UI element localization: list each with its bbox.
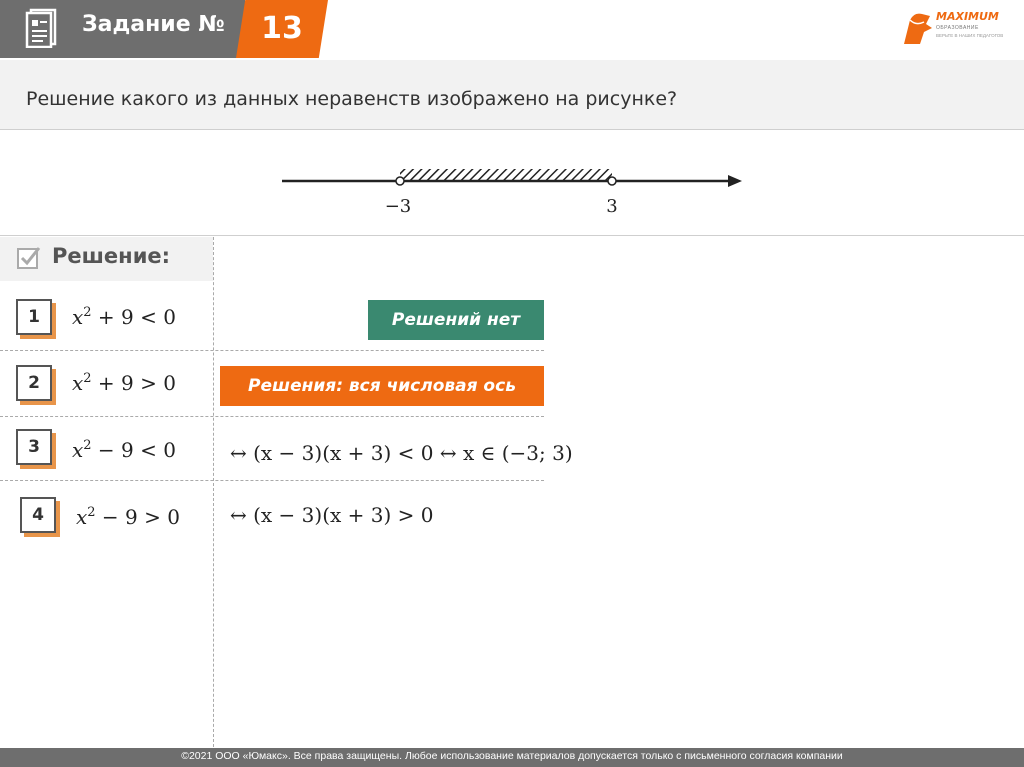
logo-brand: MAXIMUM	[936, 10, 999, 23]
number-line	[270, 150, 760, 230]
logo-tagline: ВЕРЬТЕ В НАШИХ ПЕДАГОГОВ	[936, 33, 1004, 38]
answer-no-solutions: Решений нет	[368, 300, 544, 340]
option-inequality-2: $x^2 + 9 > 0$	[72, 371, 176, 395]
document-icon	[25, 8, 59, 48]
option-number-1[interactable]: 1	[16, 299, 52, 335]
option-number-4[interactable]: 4	[20, 497, 56, 533]
header-title: Задание №	[82, 12, 225, 37]
section-divider	[0, 235, 1024, 236]
option-inequality-1: $x^2 + 9 < 0$	[72, 305, 176, 329]
option-inequality-3: $x^2 - 9 < 0$	[72, 438, 176, 462]
answer-all-real-line: Решения: вся числовая ось	[220, 366, 544, 406]
question-text: Решение какого из данных неравенств изображено на рисунке?	[26, 88, 678, 110]
row-separator	[0, 350, 544, 351]
task-number: 13	[261, 11, 303, 46]
logo-subtitle: ОБРАЗОВАНИЕ	[936, 25, 979, 31]
label-right-point: 3	[606, 196, 618, 217]
row-separator	[0, 416, 544, 417]
hatched-interval	[400, 169, 612, 181]
option-inequality-4: $x^2 - 9 > 0$	[76, 505, 180, 529]
label-left-point: −3	[384, 196, 412, 217]
answer-equivalence-4: ↔ (x − 3)(x + 3) > 0	[230, 503, 434, 527]
column-separator	[213, 237, 214, 747]
axis-arrow-icon	[728, 175, 742, 187]
option-number-2[interactable]: 2	[16, 365, 52, 401]
option-number-3[interactable]: 3	[16, 429, 52, 465]
answer-equivalence-3: ↔ (x − 3)(x + 3) < 0 ↔ x ∈ (−3; 3)	[230, 441, 573, 465]
solution-label: Решение:	[52, 244, 171, 268]
copyright-text: ©2021 ООО «Юмакс». Все права защищены. Любое использование материалов допускается только с письменного согласия компании	[181, 750, 843, 762]
row-separator	[0, 480, 544, 481]
open-point-right	[608, 177, 616, 185]
checkbox-icon	[17, 245, 41, 269]
open-point-left	[396, 177, 404, 185]
